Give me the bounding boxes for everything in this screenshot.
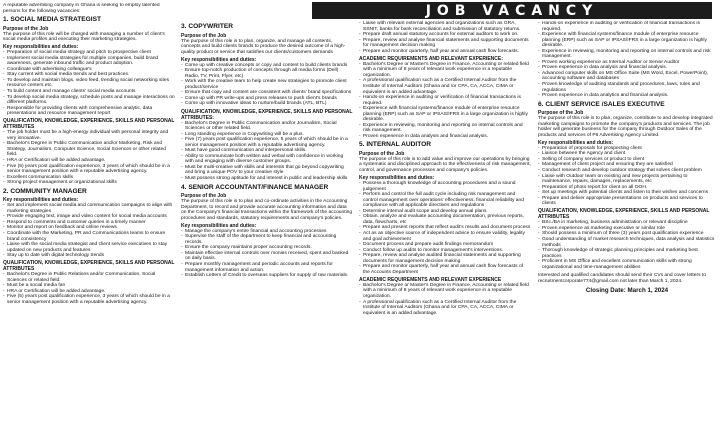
paragraph: The purpose of this role is to plan, organize, contribute to and develop integrated marketing campaigns to promote the company's products and services. The job holder will generate business for the company through Outdoor Sales of the products and services of P6 Advertising Agency Limited. — [538, 116, 713, 138]
list-item: - Must be a social media fan — [3, 283, 175, 289]
list-item: - Work with the creative team to help create new strategies to promote client product/service — [181, 79, 353, 90]
list-item: - Document process and prepare audit findings memorandum — [359, 242, 531, 248]
column-2 — [181, 21, 353, 442]
section-title: 6. CLIENT SERVICE /SALES EXECUTIVE — [538, 100, 665, 108]
list-item: - Bachelor's Degree in Public Relations and/or Communication, Social Sciences or related field. — [3, 272, 175, 283]
bullet-list — [538, 220, 716, 270]
section-title: 2. COMMUNITY MANAGER — [3, 187, 87, 195]
column-1 — [3, 3, 175, 439]
subsection-heading: Key responsibilities and duties: — [3, 197, 79, 204]
column-3 — [359, 3, 531, 439]
column-4-sections — [538, 21, 716, 270]
paragraph: The purpose of this role is to plan and co-ordinate activities in the Accounting Department, to record and provide accurate accounting information and data on the Company's financial transactions within the framework of the accounting procedures and standards, statutory requirements and company's policies. — [181, 199, 353, 221]
list-item: - Five (5) years post qualification experience, 3 years of which should be in a senior management position with a reputable advertising agency. — [3, 294, 175, 305]
list-item: - Obtain, analyze and evaluate accounting documentation, previous reports, data, flowcharts, etc — [359, 214, 531, 225]
job-vacancy-banner: JOB VACANCY — [312, 2, 712, 19]
list-item: - A professional qualification such as a Certified Internal Auditor from the Institute of Internal Auditors (Ghana and /or CPA, CA, ACCA, CIMA or equivalent is an added advantage. — [359, 78, 531, 95]
list-item: - To develop social media strategy, schedule posts and manage interactions on different platforms. — [3, 95, 175, 106]
subsection-heading: Key responsibilities and duties: — [359, 175, 435, 182]
bullet-list — [3, 130, 175, 185]
list-item: - Prepare and monitor quarterly, half year and annual cash flow forecasts. — [359, 49, 531, 55]
section-title: 5. INTERNAL AUDITOR — [359, 141, 432, 149]
bullet-list — [181, 121, 353, 182]
list-item: - The job holder must be a high-energy individual with personal integrity and very innovative. — [3, 130, 175, 141]
list-item: - Prepare, review and analyse audited financial statements and supporting documents for management decision making — [359, 253, 531, 264]
job-section — [359, 21, 531, 139]
subsection-heading: Purpose of the Job — [3, 25, 49, 32]
list-item: - To build content and manage clients' social media accounts — [3, 89, 175, 95]
list-item: - Five (5) years post qualification experience, 3 years of which should be in a senior management position with a reputable advertising agency. — [3, 164, 175, 175]
list-item: - Experience with financial systems/finance module of enterprise resource planning (ERP) such as SAP or IPSAS/IFRS in a large organization is highly desirable. — [538, 32, 716, 49]
list-item: - Preparation of photo report for client on all OOH. — [538, 185, 716, 191]
list-item: - Proven knowledge of auditing standards and procedures, laws, rules and regulations — [538, 82, 716, 93]
bullet-list — [359, 62, 531, 140]
list-item: - BSc./BA in marketing, business administration or relevant discipline — [538, 220, 716, 226]
column-2-sections — [181, 23, 353, 279]
subsection-heading: QUALIFICATION, KNOWLEDGE, EXPERIENCE, SKILLS AND PERSONAL ATTRIBUTES — [3, 260, 175, 273]
bullet-list — [3, 203, 175, 258]
list-item: - Bachelor's Degree or Master's Degree in Finance, Accounting or related field with a minimum of 8 years of relevant work experience in a reputable organization. — [359, 283, 531, 300]
list-item: - Liaise with Outdoor team on existing and new projects pertaining to maintenance, repairs, damages, replacements, etc — [538, 174, 716, 185]
job-section — [181, 23, 353, 182]
list-item: - Proven experience in data analysis and financial analysis. — [538, 65, 716, 71]
section-title: 1. SOCIAL MEDIA STRATEGIST — [3, 16, 102, 24]
list-item: - Ensure top-notch production of concepts through all media forms (Dell) Radio, TV, Print, Flyer, etc) — [181, 68, 353, 79]
list-item: - Must possess strong aptitude for and interest in public and leadership skills — [181, 176, 353, 182]
list-item: - HRA or Certification will be added advantage. — [3, 158, 175, 164]
job-section — [538, 21, 716, 99]
list-item: - HRA or Certification will be added advantage. — [3, 289, 175, 295]
list-item: - Perform and control the full audit cycle including risk management and control management over operations' effectiveness, financial reliability and compliance with all applicable directives and regulations — [359, 192, 531, 209]
column-3-sections — [359, 21, 531, 316]
list-item: - Ability to communicate both written and verbal with confidence in working with and engaging with diverse customer groups. — [181, 154, 353, 165]
list-item: - Experience in reviewing, monitoring and reporting on internal controls and risk management. — [538, 49, 716, 60]
list-item: - Come up with creative concepts or copy and content to build clients brands — [181, 63, 353, 69]
list-item: - Hands-on experience in auditing or verification of financial transactions is required. — [538, 21, 716, 32]
bullet-list — [538, 146, 716, 207]
list-item: - Manage the company's entire financial and accounting processes — [181, 229, 353, 235]
subsection-heading: Key responsibilities and duties: — [181, 56, 257, 63]
list-item: - Prepare and deliver appropriate presentations on products and services to clients — [538, 196, 716, 207]
job-section — [181, 184, 353, 279]
subsection-heading: ACADEMIC REQUIREMENTS AND RELEVANT EXPERIENCE: — [359, 55, 503, 62]
subsection-heading: Key responsibilities and duties: — [3, 44, 79, 51]
subsection-heading: QUALIFICATION, KNOWLEDGE, EXPERIENCE, SKILLS AND PERSONAL ATTRIBUTES: — [181, 108, 353, 121]
list-item: - Provide engaging text, image and video content for social media accounts — [3, 214, 175, 220]
list-item: - Set up meetings with potential clients and listen to their wishes and concerns — [538, 190, 716, 196]
list-item: - Liaise with the social media strategist and client service executives to stay updated on new products and features — [3, 242, 175, 253]
list-item: - Implement social media strategies for multiple companies, build brand awareness, generate inbound traffic and product adoption. — [3, 56, 175, 67]
intro-text: A reputable advertising company in Ghana is seeking to employ talented persons for the following vacancies: — [3, 3, 160, 14]
list-item: - Experience with financial systems/finance module of enterprise resource planning (ERP) such as SAP or IPSAS/IFRS in a large organization is highly desirable. — [359, 106, 531, 123]
list-item: - Long standing experience in Copywriting will be a plus. — [181, 132, 353, 138]
column-4 — [538, 21, 716, 442]
list-item: - Coordinate with advertising colleague's — [3, 67, 175, 73]
list-item: - Experience in reviewing, monitoring and reporting on internal controls and risk management. — [359, 123, 531, 134]
paragraph: The purpose of this role is to plan, organize, and manage all contents, concepts and build clients brands to produce the desired outcome of a high-quality product or service that satisfies our clients/customers demands — [181, 38, 346, 55]
list-item: - Maintain effective internal controls over monies received, spent and banked on daily basis. — [181, 251, 353, 262]
list-item: - Supervise the staff of the department to keep financial and accounting records. — [181, 234, 353, 245]
list-item: - Liaise with relevant external agencies and organizations such as GRA, SSNIT, banks for bank reconciliation and submission of statutory returns. — [359, 21, 531, 32]
list-item: - Management of client project and ensuring they are satisfied — [538, 162, 716, 168]
list-item: - Come up with PR write-ups and press releases to push client's brands — [181, 96, 353, 102]
section-title: 4. SENIOR ACCOUNTANT/FINANCE MANAGER — [181, 183, 329, 191]
list-item: - Should possess a minimum of three (3) years post qualification experience — [538, 231, 716, 237]
column-1-sections — [3, 16, 175, 305]
list-item: - Conduct follow up audits to monitor management's interventions. — [359, 248, 531, 254]
subsection-heading: Purpose of the Job — [181, 193, 227, 200]
list-item: - Liaison between the Agency and client — [538, 151, 716, 157]
subsection-heading: Purpose of the Job — [538, 110, 584, 117]
list-item: - Responsible for providing clients with comprehensive analytic, data presentations and resource management report — [3, 106, 175, 117]
list-item: - Prepare, review and analyse financial statements and supporting documents for management decision making — [359, 38, 531, 49]
list-item: - Preparation of social media strategy and pitch to prospective client — [3, 50, 175, 56]
list-item: - Must be multi-creative with skills and interests that go beyond copywriting and bring a unique POV to your creative style — [181, 165, 353, 176]
list-item: - Bachelor's Degree in Public Communication and/or Journalism, Social Sciences or other related field. — [181, 121, 353, 132]
subsection-heading: Key responsibilities and duties: — [538, 139, 614, 146]
job-section — [3, 16, 175, 186]
bullet-list — [359, 283, 531, 316]
list-item: - Prepare monthly management and periodic accounts and reports for management information and action. — [181, 262, 353, 273]
list-item: - Ensure that copy and content are consistent with clients' brand specifications — [181, 90, 353, 96]
list-item: - Conduct research and develop outdoor strategy that solves client problem — [538, 168, 716, 174]
list-item: - Proven experience as marketing executive or similar role — [538, 226, 716, 232]
list-item: - Proven working experience as Internal Auditor or Senior Auditor — [538, 60, 716, 66]
list-item: - Proven experience in data analytics and financial analysis. — [538, 93, 716, 99]
list-item: - Five (7) years post qualification experience, 5 years of which should be in a senior management position with a reputable advertising agency. — [181, 137, 353, 148]
bullet-list — [538, 21, 716, 99]
list-item: - Coordinate with the Marketing, PR and Communications teams to ensure brand consistency — [3, 231, 175, 242]
list-item: - Act as an objective source of independent advice to ensure validity, legality and goal achievement — [359, 231, 531, 242]
list-item: - To develop and maintain blogs, video feed, trending social networking sites resource centers etc. — [3, 78, 175, 89]
list-item: - Stay up to date with digital technology trends — [3, 253, 175, 259]
list-item: - Advanced computer skills on MS Office Suite (MS Word, Excel, PowerPoint), accounting software and databases — [538, 71, 716, 82]
closing-date: Closing Date: March 1, 2024 — [585, 287, 669, 295]
list-item: - Prepare draft annual statutory accounts for external auditors to work on. — [359, 32, 531, 38]
bullet-list — [181, 63, 353, 107]
list-item: - Respond to comments and customer queries in a timely manner — [3, 220, 175, 226]
list-item: - Proficient in MS Office and excellent communication skills with strong organizational and time-management abilities — [538, 259, 716, 270]
list-item: - Establish Letters of Credit to overseas suppliers for supply of raw materials. — [181, 273, 353, 279]
list-item: - Stay current with social media trends and best practices. — [3, 72, 175, 78]
apply-instructions: Interested and qualified candidates should send their CVs and cover letters to recruitmentcorporate774@gmail.com not later than March 1, 2024. — [538, 273, 707, 284]
list-item: - Preparation of proposals for prospecting client — [538, 146, 716, 152]
list-item: - Strong project management or organizational skills — [3, 180, 175, 186]
paragraph: The purpose of this role is to add value and improve our operations by bringing a systematic and disciplined approach to the effectiveness of risk management, control, and governance processes and company's policies. — [359, 156, 531, 174]
list-item: - Prepare and monitor quarterly, half year and annual cash flow forecasts of the Accounts Department — [359, 264, 531, 275]
list-item: - Good understanding of market research techniques, data analysis and statistics methods — [538, 237, 716, 248]
subsection-heading: QUALIFICATION, KNOWLEDGE, EXPERIENCE, SKILLS AND PERSONAL ATTRIBUTES — [538, 208, 710, 221]
job-section — [538, 101, 716, 271]
bullet-list — [3, 272, 175, 305]
list-item: - Bachelor's Degree or Master's Degree in Finance, Accounting or related field with a minimum of 8 years of relevant work experience in a reputable organization. — [359, 62, 531, 79]
bullet-list — [359, 181, 531, 275]
subsection-heading: QUALIFICATION, KNOWLEDGE, EXPERIENCE, SKILLS AND PERSONAL ATTRIBUTES — [3, 118, 175, 131]
job-section — [3, 188, 175, 306]
list-item: - Determine internal audit scope and develop annual plans — [359, 209, 531, 215]
list-item: - A professional qualification such as a Certified Internal Auditor from the Institute of Internal Auditors (Ghana and /or CPA, CA, ACCA, CIMA or equivalent is an added advantage. — [359, 300, 531, 317]
list-item: - Hands-on experience in auditing or verification of financial transactions is required. — [359, 95, 531, 106]
subsection-heading: Purpose of the Job — [359, 150, 405, 157]
job-section — [359, 141, 531, 316]
list-item: - Prepare and present reports that reflect audit's results and document process — [359, 225, 531, 231]
list-item: - Excellent communication skills — [3, 175, 175, 181]
list-item: - Bachelor's Degree in Public Communication and/or Marketing, Risk and Strategy, Journalism, Computer Science, Social Sciences or other related field. — [3, 141, 175, 158]
list-item: - Proven experience in data analysis and financial analysis. — [359, 134, 531, 140]
list-item: - Thorough knowledge of strategic planning principles and marketing best practices — [538, 248, 716, 259]
subsection-heading: Key responsibilities and duties: — [181, 222, 257, 229]
list-item: - Monitor and report on feedback and online reviews — [3, 225, 175, 231]
list-item: - Set and implement social media and communication campaigns to align with marketing strategies — [3, 203, 175, 214]
list-item: - Come up with innovative ideas to nurture/build brands (ATL, BTL) — [181, 101, 353, 107]
section-title: 3. COPYWRITER — [181, 23, 234, 30]
paragraph: The purpose of this role will be charged with managing a number of client's social media profiles and executing their marketing strategies. — [3, 31, 165, 43]
subsection-heading: ACADEMIC REQUIREMENTS AND RELEVANT EXPERIENCE — [359, 276, 502, 283]
bullet-list — [359, 21, 531, 54]
list-item: - Selling of company services or product to client — [538, 157, 716, 163]
bullet-list — [181, 229, 353, 279]
subsection-heading: Purpose of the Job — [181, 32, 227, 39]
list-item: - Must have good communication and interpersonal skills. — [181, 148, 353, 154]
list-item: - Ensure the company maintains proper accounting records. — [181, 245, 353, 251]
list-item: - Possess a thorough knowledge of accounting procedures and a sound judgement — [359, 181, 531, 192]
bullet-list — [3, 50, 175, 117]
